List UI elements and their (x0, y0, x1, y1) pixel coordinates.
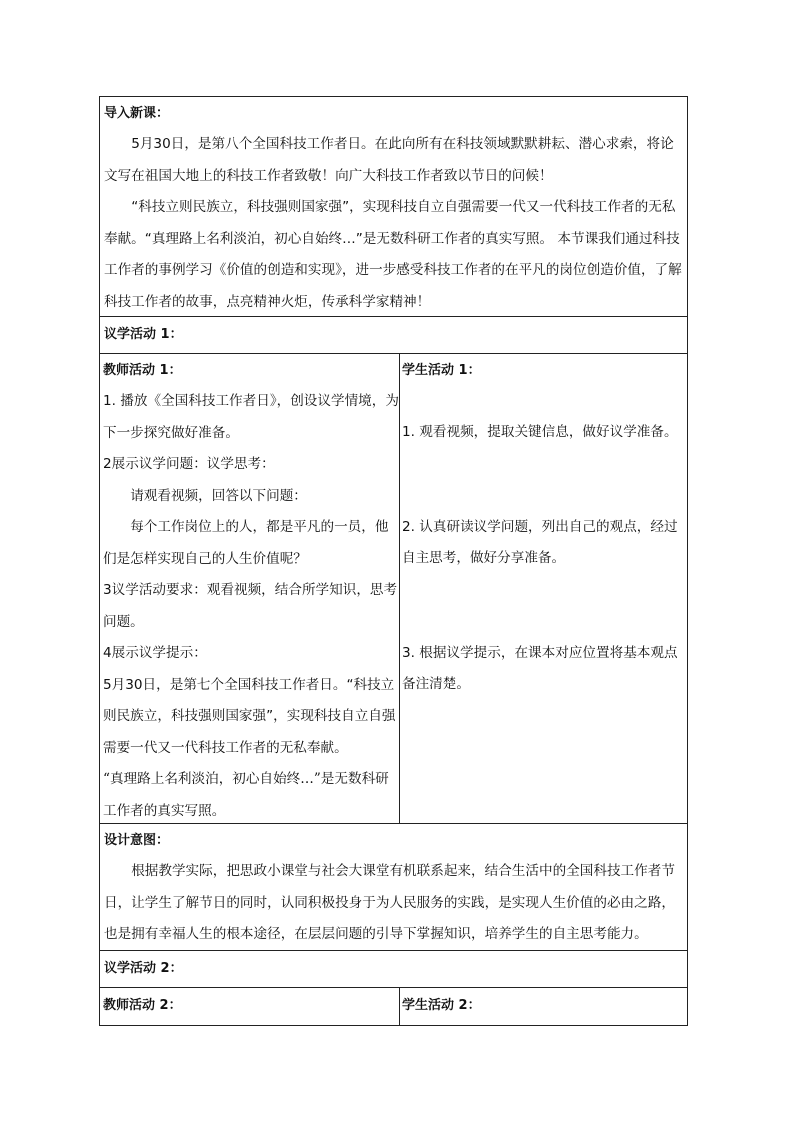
teacher-activity1-heading: 教师活动 1： (103, 363, 182, 378)
student-activity1-item: 1. 观看视频，提取关键信息，做好议学准备。 (402, 424, 678, 440)
intro-heading: 导入新课： (104, 106, 170, 121)
activity2-heading-cell (104, 953, 685, 984)
teacher-activity1-item: 每个工作岗位上的人，都是平凡的一员，他们是怎样实现自己的人生价值呢？ (103, 519, 389, 567)
column-divider (399, 353, 400, 823)
teacher-activity1-item: 5月30日，是第七个全国科技工作者日。“科技立则民族立，科技强则国家强”，实现科技自立自强需要一代又一代科技工作者的无私奉献。 (103, 676, 396, 756)
design-intent-paragraph: 根据教学实际，把思政小课堂与社会大课堂有机联系起来，结合生活中的全国科技工作者节日，让学生了解节日的同时，认同积极投身于为人民服务的实践，是实现人生价值的必由之路，也是拥有幸福人生的根本途径，在层层问题的引导下掌握知识，培养学生的自主思考能力。 (104, 863, 675, 942)
student-activity2-heading: 学生活动 2： (402, 998, 481, 1013)
intro-paragraph: “科技立则民族立，科技强则国家强”，实现科技自立自强需要一代又一代科技工作者的无私奉献。“真理路上名利淡泊，初心自始终…”是无数科研工作者的真实写照。 本节课我们通过科技工作者的事例学习《价值的创造和实现》，进一步感受科技工作者的在平凡的岗位创造价值，了解科技工作者的故事，点亮精神火炬，传承科学家精神！ (104, 199, 682, 310)
teacher-activity1-item: 2展示议学问题：议学思考： (103, 456, 275, 472)
student-activity1-cell (402, 355, 686, 701)
activity1-heading-cell (104, 319, 685, 350)
student-activity2-cell (402, 990, 686, 1021)
design-intent-section (104, 825, 685, 951)
teacher-activity1-item: 请观看视频，回答以下问题： (130, 487, 307, 504)
teacher-activity1-cell (103, 355, 399, 827)
intro-section (104, 98, 685, 318)
row-divider (99, 987, 688, 988)
table-border-left (99, 96, 100, 1026)
student-activity1-item: 3. 根据议学提示，在课本对应位置将基本观点备注清楚。 (402, 644, 678, 692)
activity1-heading: 议学活动 1： (104, 327, 183, 342)
column-divider (399, 987, 400, 1025)
table-border-right (687, 96, 688, 1026)
design-intent-heading: 设计意图： (104, 833, 170, 848)
student-activity1-item: 2. 认真研读议学问题，列出自己的观点，经过自主思考，做好分享准备。 (402, 518, 678, 566)
teacher-activity1-item: 3议学活动要求：观看视频，结合所学知识，思考问题。 (103, 582, 398, 630)
table-border-top (99, 96, 688, 97)
table-border-bottom (99, 1025, 688, 1026)
teacher-activity1-item: 1. 播放《全国科技工作者日》，创设议学情境，为下一步探究做好准备。 (103, 393, 399, 441)
teacher-activity1-item: 4展示议学提示： (103, 645, 207, 661)
teacher-activity2-heading: 教师活动 2： (103, 998, 182, 1013)
lesson-plan-table (99, 96, 688, 1026)
activity2-heading: 议学活动 2： (104, 961, 183, 976)
student-activity1-heading: 学生活动 1： (402, 363, 481, 378)
row-divider (99, 353, 688, 354)
teacher-activity1-item: “真理路上名利淡泊，初心自始终…”是无数科研工作者的真实写照。 (103, 771, 389, 819)
intro-paragraph: 5月30日，是第八个全国科技工作者日。在此向所有在科技领域默默耕耘、潜心求索，将论文写在祖国大地上的科技工作者致敬！向广大科技工作者致以节日的问候！ (104, 136, 674, 184)
teacher-activity2-cell (103, 990, 399, 1021)
